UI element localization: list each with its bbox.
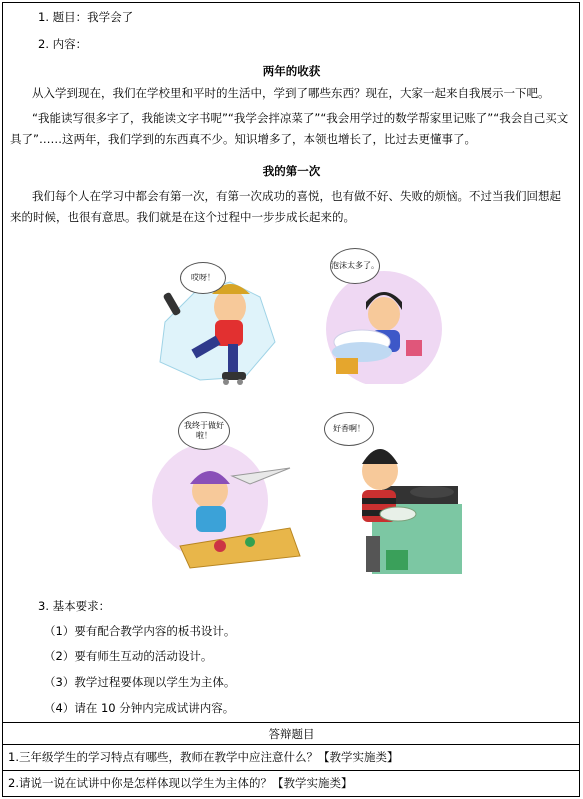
divider-qa-top xyxy=(2,722,580,723)
speech-bubble-smells-good: 好香啊！ xyxy=(324,412,374,446)
section-title-harvest: 两年的收获 xyxy=(262,64,321,78)
qa-question-1: 1.三年级学生的学习特点有哪些，教师在教学中应注意什么？【教学实施类】 xyxy=(8,750,399,764)
divider-qa-header xyxy=(2,744,580,745)
requirement-3: （3）教学过程要体现以学生为主体。 xyxy=(44,675,236,689)
speech-bubble-done: 我终于做好啦！ xyxy=(178,412,230,450)
qa-header: 答辩题目 xyxy=(268,727,315,741)
speech-bubble-too-much-foam: 泡沫太多了。 xyxy=(330,248,380,284)
requirement-2: （2）要有师生互动的活动设计。 xyxy=(44,649,213,663)
divider-qa-middle xyxy=(2,770,580,771)
illustration-rollerskating xyxy=(140,252,280,387)
illustration-paper-plane xyxy=(140,406,310,571)
requirement-1: （1）要有配合教学内容的板书设计。 xyxy=(44,624,236,638)
illustration-cooking xyxy=(322,406,462,582)
paragraph-first-time: 我们每个人在学习中都会有第一次，有第一次成功的喜悦，也有做不好、失败的烦恼。不过当我们回想起来的时候，也很有意思。我们就是在这个过程中一步步成长起来的。 xyxy=(10,189,561,224)
section-title-first-time: 我的第一次 xyxy=(262,164,321,178)
paragraph-intro: 从入学到现在，我们在学校里和平时的生活中，学到了哪些东西？现在，大家一起来自我展示一下吧。 xyxy=(32,86,550,100)
item-content: 2. 内容： xyxy=(38,37,88,51)
requirement-4: （4）请在 10 分钟内完成试讲内容。 xyxy=(44,701,235,715)
speech-bubble-ouch: 哎呀！ xyxy=(180,262,226,294)
item-requirements: 3. 基本要求： xyxy=(38,599,111,613)
illustration-washing xyxy=(322,244,447,384)
item-title: 1. 题目：我学会了 xyxy=(38,10,134,24)
qa-question-2: 2.请说一说在试讲中你是怎样体现以学生为主体的？【教学实施类】 xyxy=(8,776,353,790)
paragraph-skills: “我能读写很多字了，我能读文字书呢”“我学会拌凉菜了”“我会用学过的数学帮家里记账了”“我会自己买文具了”……这两年，我们学到的东西真不少。知识增多了，本领也增长了，比过去更懂事了。 xyxy=(10,111,569,146)
